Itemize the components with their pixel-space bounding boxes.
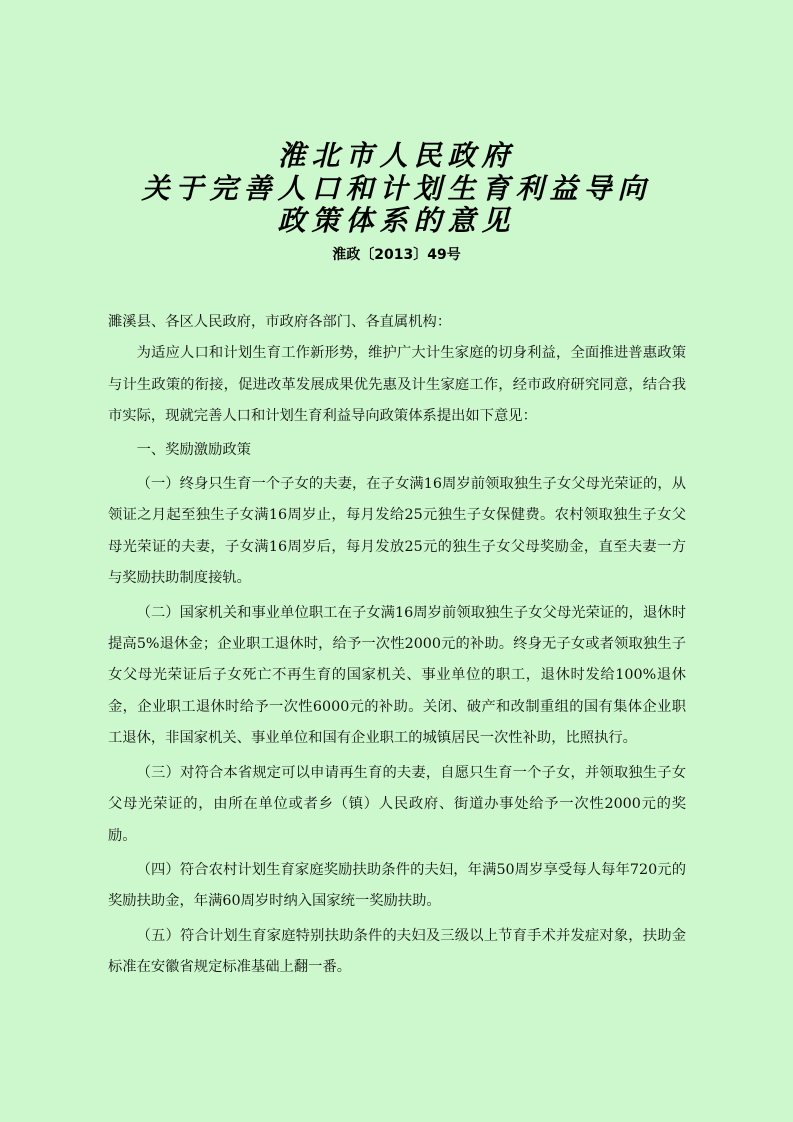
document-title-line-3: 政策体系的意见 <box>277 204 516 237</box>
clause-5: （五）符合计划生育家庭特别扶助条件的夫妇及三级以上节育手术并发症对象，扶助金标准在安徽省规定标准基础上翻一番。 <box>108 927 686 976</box>
clause-4: （四）符合农村计划生育家庭奖励扶助条件的夫妇，年满50周岁享受每人每年720元的奖励扶助金，年满60周岁时纳入国家统一奖励扶助。 <box>108 861 686 910</box>
section-heading: 一、奖励激励政策 <box>136 441 251 458</box>
document-body <box>108 307 686 984</box>
clause-2: （二）国家机关和事业单位职工在子女满16周岁前领取独生子女父母光荣证的，退休时提高5%退休金；企业职工退休时，给予一次性2000元的补助。终身无子女或者领取独生子女父母光荣证后子女死亡不再生育的国家机关、事业单位的职工，退休时发给100%退休金，企业职工退休时给予一次性6000元的补助。关闭、破产和改制重组的国有集体企业职工退休，非国家机关、事业单位和国有企业职工的城镇居民一次性补助，比照执行。 <box>108 604 686 747</box>
document-number: 淮政〔2013〕49号 <box>332 247 461 263</box>
clause-3: （三）对符合本省规定可以申请再生育的夫妻，自愿只生育一个子女，并领取独生子女父母光荣证的，由所在单位或者乡（镇）人民政府、街道办事处给予一次性2000元的奖励。 <box>108 764 686 844</box>
document-title-line-2: 关于完善人口和计划生育利益导向 <box>141 172 652 205</box>
addressee: 濉溪县、各区人民政府，市政府各部门、各直属机构： <box>108 314 452 330</box>
intro-paragraph: 为适应人口和计划生育工作新形势，维护广大计生家庭的切身利益，全面推进普惠政策与计生政策的衔接，促进改革发展成果优先惠及计生家庭工作，经市政府研究同意，结合我市实际，现就完善人口和计划生育利益导向政策体系提出如下意见： <box>108 345 686 425</box>
document-title-line-1: 淮北市人民政府 <box>277 139 516 172</box>
clause-1: （一）终身只生育一个子女的夫妻，在子女满16周岁前领取独生子女父母光荣证的，从领证之月起至独生子女满16周岁止，每月发给25元独生子女保健费。农村领取独生子女父母光荣证的夫妻，子女满16周岁后，每月发放25元的独生子女父母奖励金，直至夫妻一方与奖励扶助制度接轨。 <box>108 476 686 587</box>
